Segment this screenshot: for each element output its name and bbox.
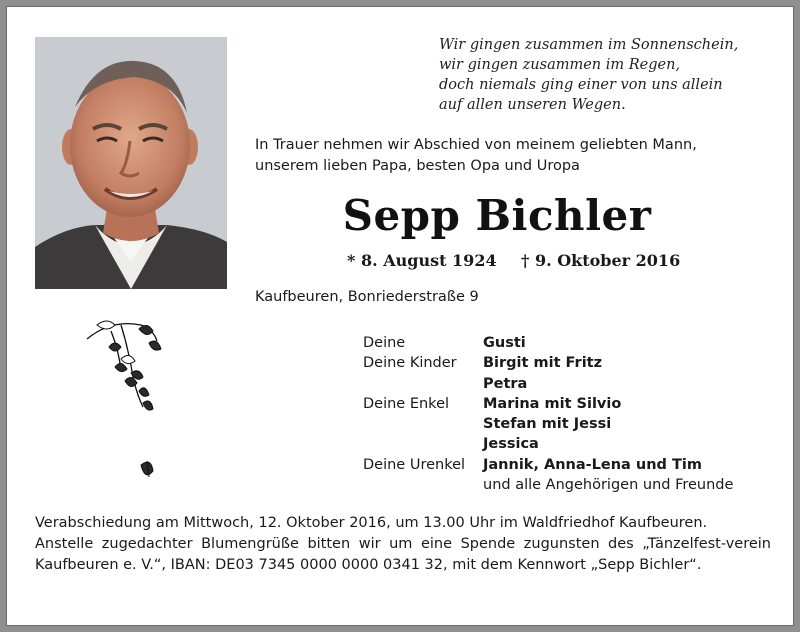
poem-line: auf allen unseren Wegen. [439, 97, 626, 113]
footer-notes [35, 513, 771, 576]
leaf-branch-icon [81, 311, 171, 490]
family-relation: Deine Enkel [363, 395, 450, 412]
family-names: Jannik, Anna-Lena und Tim [483, 456, 702, 473]
family-relation [363, 434, 483, 454]
family-relation [363, 475, 483, 495]
family-relation [363, 374, 483, 394]
family-row [363, 475, 733, 495]
family-row [363, 333, 733, 353]
family-row [363, 374, 733, 394]
family-relation [363, 414, 483, 434]
family-names: Birgit mit Fritz [483, 355, 603, 372]
portrait-photo [35, 37, 227, 289]
deceased-name: Sepp Bichler [342, 191, 652, 240]
intro-text [255, 135, 775, 177]
family-row [363, 414, 733, 434]
family-relation: Deine [363, 335, 406, 351]
family-names: Gusti [483, 335, 526, 351]
family-row [363, 434, 733, 454]
donation-note: Anstelle zugedachter Blumengrüße bitten wir um eine Spende zugunsten des „Tänzelfest-verein Kaufbeuren e. V.“, IBAN: DE03 7345 0000 0000 0341 32, mit dem Kennwort „Sepp Bichler“. [35, 536, 771, 573]
farewell-note: Verabschiedung am Mittwoch, 12. Oktober 2016, um 13.00 Uhr im Waldfriedhof Kaufbeuren. [35, 515, 708, 531]
family-names: Marina mit Silvio [483, 395, 622, 412]
family-relation: Deine Kinder [363, 355, 457, 372]
family-row [363, 455, 733, 475]
family-names: Jessica [483, 436, 539, 453]
poem-line: wir gingen zusammen im Regen, [439, 57, 681, 73]
address: Kaufbeuren, Bonriederstraße 9 [255, 289, 479, 305]
poem-line: Wir gingen zusammen im Sonnenschein, [439, 37, 739, 53]
poem-line: doch niemals ging einer von uns allein [439, 77, 723, 93]
obituary-card [6, 6, 794, 626]
death-date: † 9. Oktober 2016 [521, 251, 681, 270]
family-row [363, 353, 733, 373]
family-names: Stefan mit Jessi [483, 416, 612, 433]
poem [439, 35, 779, 115]
intro-line: In Trauer nehmen wir Abschied von meinem geliebten Mann, [255, 137, 697, 153]
intro-line: unserem lieben Papa, besten Opa und Uropa [255, 158, 580, 174]
family-names: Petra [483, 375, 528, 392]
family-relation: Deine Urenkel [363, 456, 466, 473]
family-names: und alle Angehörigen und Freunde [483, 477, 734, 494]
family-list [363, 333, 733, 495]
birth-date: * 8. August 1924 [347, 251, 497, 270]
family-row [363, 394, 733, 414]
